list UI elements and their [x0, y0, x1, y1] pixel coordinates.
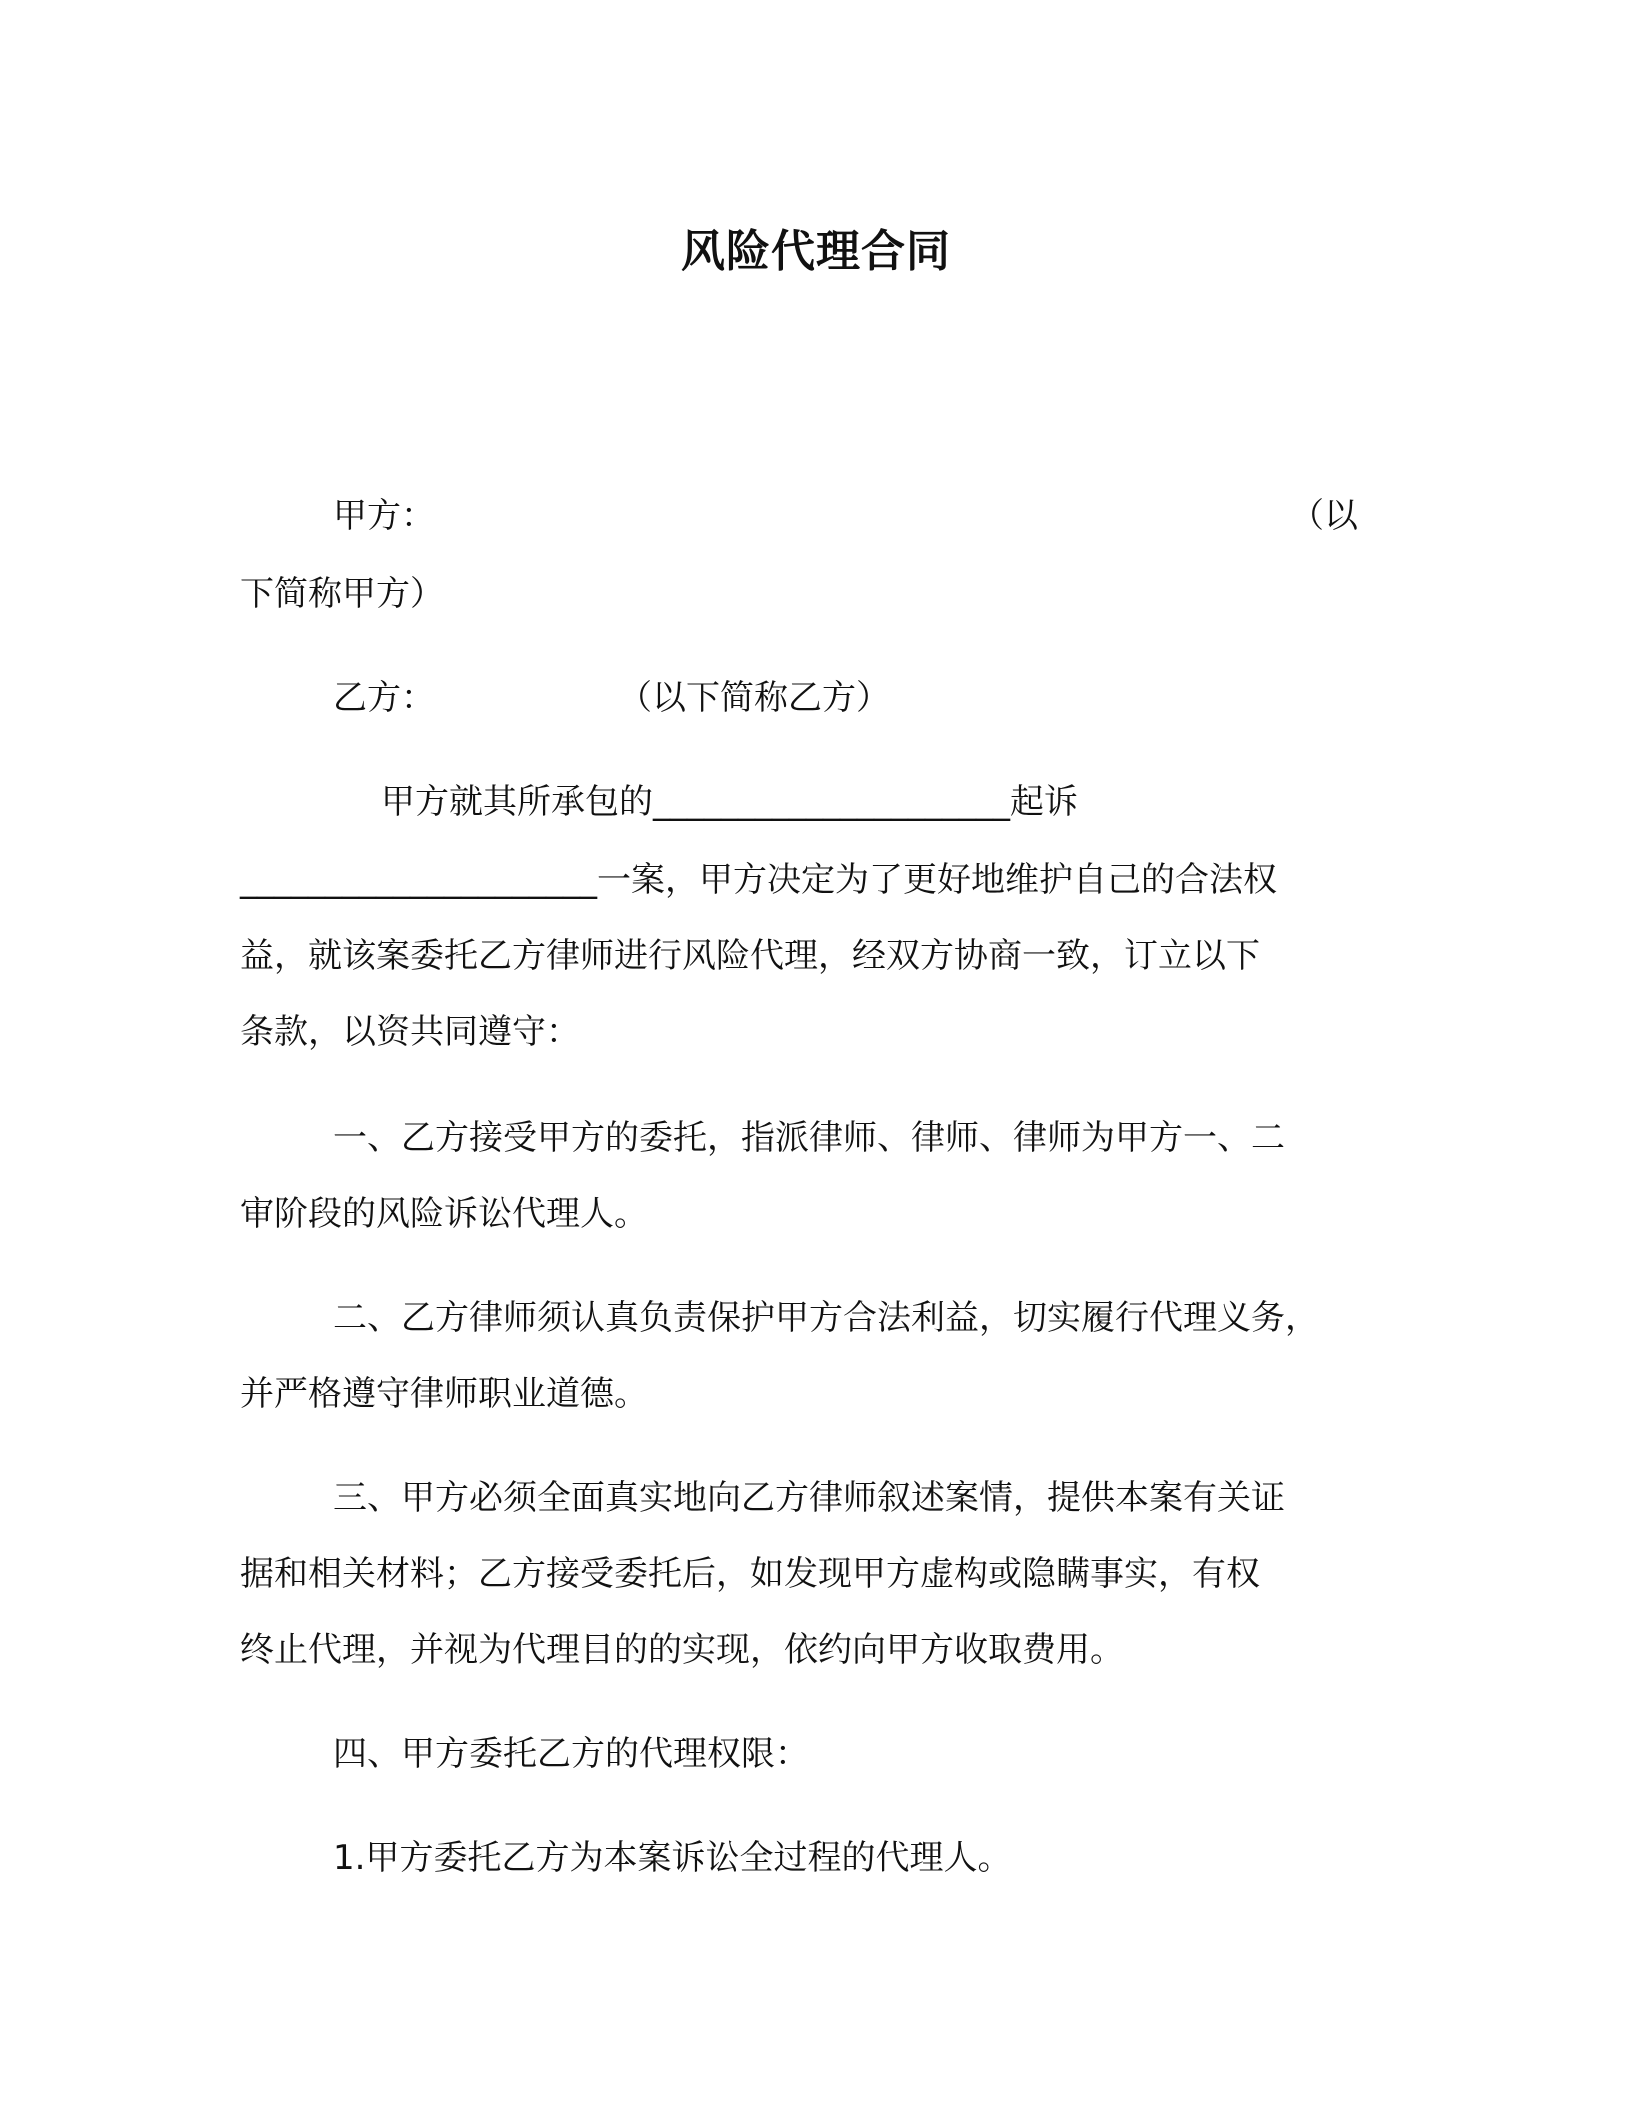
clause-3-line-2: 据和相关材料；乙方接受委托后，如发现甲方虚构或隐瞒事实，有权 [240, 1554, 1260, 1594]
clause-1-line-2: 审阶段的风险诉讼代理人。 [240, 1194, 648, 1234]
party-b-note: （以下简称乙方） [618, 678, 890, 718]
clause-3-line-3: 终止代理，并视为代理目的的实现，依约向甲方收取费用。 [240, 1630, 1124, 1670]
clause-3-line-1: 三、甲方必须全面真实地向乙方律师叙述案情，提供本案有关证 [333, 1478, 1285, 1518]
document-title: 风险代理合同 [681, 226, 951, 277]
clause-4-heading: 四、甲方委托乙方的代理权限： [333, 1734, 809, 1774]
clause-2-line-2: 并严格遵守律师职业道德。 [240, 1374, 648, 1414]
intro-line-4: 条款，以资共同遵守： [240, 1012, 580, 1052]
clause-1-line-1: 一、乙方接受甲方的委托，指派律师、律师、律师为甲方一、二 [333, 1118, 1285, 1158]
clause-4-item-1: 1.甲方委托乙方为本案诉讼全过程的代理人。 [333, 1838, 1012, 1878]
intro-line-1: 甲方就其所承包的_____________________起诉 [381, 782, 1078, 822]
intro-line-3: 益，就该案委托乙方律师进行风险代理，经双方协商一致，订立以下 [240, 936, 1260, 976]
party-a-note-start: （以 [1290, 496, 1358, 536]
party-a-label: 甲方： [333, 496, 435, 536]
clause-2-line-1: 二、乙方律师须认真负责保护甲方合法利益，切实履行代理义务， [333, 1298, 1319, 1338]
intro-line-2: _____________________一案，甲方决定为了更好地维护自己的合法权 [240, 860, 1277, 900]
party-a-note-end: 下简称甲方） [240, 574, 444, 614]
party-b-label: 乙方： [333, 678, 435, 718]
